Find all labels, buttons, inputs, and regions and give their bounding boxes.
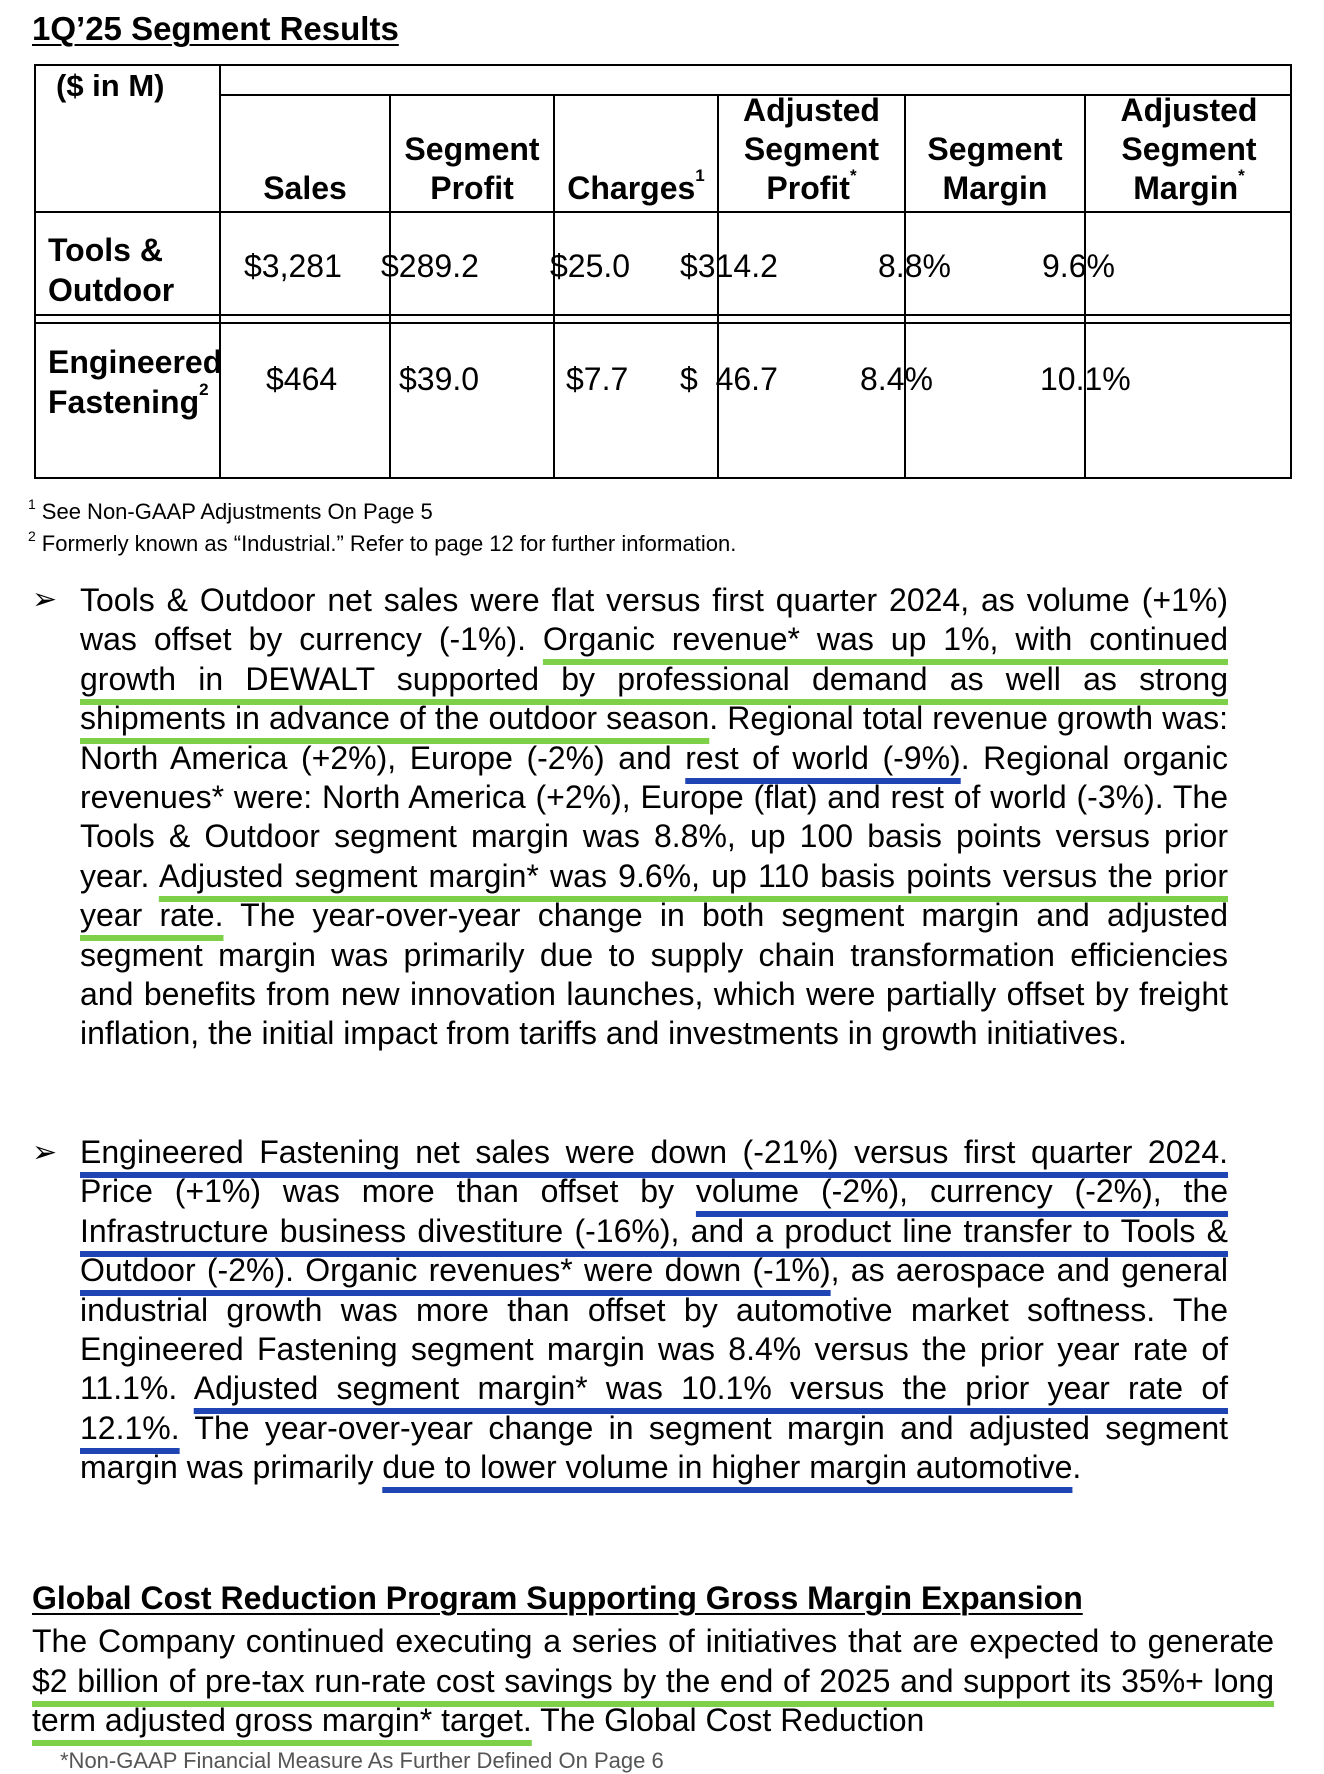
table-cell: $39.0 bbox=[399, 361, 480, 397]
text-run: The year-over-year change in both segment margin and adjusted segment margin was primarily due to supply chain transformation efficiencies and benefits from new innovation launches, which were partially offset by freight inflation, the initial impact from tariffs and investments in growth initiatives. bbox=[80, 897, 1229, 1052]
engineered-fastening-paragraph bbox=[80, 1133, 1228, 1488]
text-run: The year-over-year change in segment margin and adjusted segment margin was primarily bbox=[80, 1409, 1228, 1486]
table-cell: $25.0 bbox=[550, 248, 631, 284]
text-run: . Regional organic revenues* were: North America (+2%), Europe (flat) and rest of world (-3%). The Tools & Outdoor segment margin was 8.8%, up 100 basis points versus prior year. bbox=[80, 739, 1229, 894]
tools-outdoor-paragraph bbox=[80, 581, 1228, 1054]
table-cell: $3,281 bbox=[244, 248, 342, 284]
row-header: Tools & Outdoor bbox=[48, 232, 175, 308]
green-highlight: Organic revenue* was up 1%, with continued growth in DEWALT supported by professional demand as well as strong shipments in advance of the outdoor season bbox=[80, 621, 1229, 737]
table-rule bbox=[36, 211, 1290, 213]
text-run: The Global Cost Reduction bbox=[531, 1702, 925, 1738]
blue-highlight: Adjusted segment margin* was 10.1% versus the prior year rate of 12.1%. bbox=[80, 1370, 1229, 1446]
green-highlight: Adjusted segment margin* was 9.6%, up 110 basis points versus the prior year rate. bbox=[80, 857, 1229, 934]
text-run: , as aerospace and general industrial growth was more than offset by automotive market softness. The Engineered Fastening segment margin was 8.4% versus the prior year rate of 11.1%. bbox=[80, 1252, 1229, 1407]
column-header: Segment Margin bbox=[927, 131, 1063, 206]
table-rule bbox=[36, 314, 1290, 316]
blue-highlight: volume (-2%), currency (-2%), the Infrastructure business divestiture (-16%), and a product line transfer to Tools & Outdoor (-2%). Organic revenues* were down (-1%) bbox=[80, 1173, 1229, 1289]
table-cell: 10.1% bbox=[1040, 361, 1131, 397]
table-cell: $314.2 bbox=[680, 248, 778, 284]
footnote-2: $^2$ Formerly known as “Industrial.” Refer to page 12 for further information. bbox=[28, 528, 737, 556]
text-run: . bbox=[1072, 1449, 1082, 1486]
text-run: . Regional total revenue growth was: North America (+2%), Europe (-2%) and bbox=[80, 700, 1228, 776]
text-run: The Company continued executing a series of initiatives that are expected to generate bbox=[32, 1623, 1274, 1659]
column-header: Adjusted Segment Profit* bbox=[743, 92, 880, 206]
section-title: Global Cost Reduction Program Supporting Gross Margin Expansion bbox=[32, 1580, 1083, 1616]
column-header: Adjusted Segment Margin* bbox=[1120, 92, 1258, 206]
table-cell: $7.7 bbox=[566, 361, 629, 397]
table-cell: $289.2 bbox=[381, 248, 479, 284]
segment-results-table bbox=[34, 64, 1292, 479]
blue-highlight: rest of world (-9%) bbox=[685, 739, 961, 776]
text-run: Price (+1%) was more than offset by bbox=[80, 1173, 696, 1210]
table-rule bbox=[36, 322, 1290, 324]
footnote-1: $^1$ See Non-GAAP Adjustments On Page 5 bbox=[28, 496, 433, 524]
table-cell: $ 46.7 bbox=[680, 361, 778, 397]
green-highlight: $2 billion of pre-tax run-rate cost savings by the end of 2025 and support its 35%+ long term adjusted gross margin* target. bbox=[32, 1662, 1274, 1738]
section-paragraph bbox=[32, 1622, 1274, 1741]
column-header: Segment Profit bbox=[404, 131, 540, 206]
table-cell: 8.4% bbox=[860, 361, 933, 397]
text-run: Tools & Outdoor net sales were flat versus first quarter 2024, as volume (+1%) was offset by currency (-1%). bbox=[80, 582, 1228, 658]
row-header: Engineered Fastening$^2$ bbox=[48, 344, 223, 420]
table-cell: 9.6% bbox=[1042, 248, 1115, 284]
bullet-arrow-icon: ➢ bbox=[32, 1136, 58, 1169]
footer-note: *Non-GAAP Financial Measure As Further Defined On Page 6 bbox=[60, 1748, 664, 1773]
blue-highlight: Engineered Fastening net sales were down (-21%) versus first quarter 2024. bbox=[80, 1134, 1228, 1170]
column-header: Sales bbox=[263, 170, 347, 206]
table-cell: $464 bbox=[266, 361, 338, 397]
blue-highlight: due to lower volume in higher margin automotive bbox=[382, 1449, 1073, 1486]
column-header: Charges$^1$ bbox=[567, 166, 705, 206]
page-title: 1Q’25 Segment Results bbox=[32, 10, 399, 47]
bullet-arrow-icon: ➢ bbox=[32, 583, 58, 616]
table-cell: 8.8% bbox=[878, 248, 951, 284]
units-label: ($ in M) bbox=[56, 68, 165, 103]
